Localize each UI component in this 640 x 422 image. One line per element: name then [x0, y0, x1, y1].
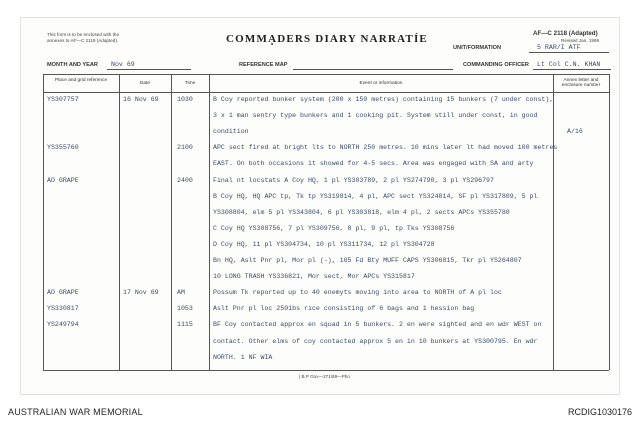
table-row	[21, 160, 621, 171]
unit-label: UNIT/FORMATION	[453, 45, 502, 51]
row-event: NORTH. 1 NF WIA	[213, 353, 273, 361]
row-event: Final nt locstats A Coy HQ, 1 pl YS303789, 2 pl YS274790, 3 pl YS296797	[213, 176, 494, 184]
row-event: APC sect fired at bright lts to NORTH 250 metres. 10 mins later lt had moved 100 metres	[213, 144, 558, 152]
row-place: AO GRAPE	[47, 289, 79, 297]
row-event: Bn HQ, Aslt Pnr pl, Mor pl (-), 105 Fd Bty MUFF CAPS YS306815, Tkr pl YS264807	[213, 257, 522, 264]
table-row	[21, 144, 621, 155]
month-value: Nov 69	[111, 61, 135, 68]
form-revised: Revised Jan, 1969	[561, 38, 600, 43]
co-underline	[533, 69, 611, 70]
archive-footer	[0, 400, 640, 422]
row-time: 1115	[177, 321, 193, 329]
column-header-annex: Annex letter and enclosure number	[561, 78, 601, 89]
table-row	[21, 273, 621, 284]
table-bottom-rule	[43, 370, 609, 371]
table-row	[21, 305, 621, 316]
row-event: YS308804, elm 5 pl YS343804, 6 pl YS303818, elm 4 pl, 2 sects APCs YS355780	[213, 208, 510, 216]
table-row	[21, 112, 621, 123]
commanding-officer-label: COMMANDING OFFICER	[463, 62, 529, 68]
table-header-rule	[43, 92, 609, 93]
table-row	[21, 177, 621, 188]
row-place: AO GRAPE	[47, 176, 79, 184]
row-event: EAST. On both occasions it showed for 4-5 secs. Area was engaged with SA and arty	[213, 160, 534, 168]
table-row	[21, 96, 621, 107]
row-event: Possum Tk reported up to 40 enemyts moving into area to NORTH of A pl loc	[213, 289, 502, 297]
page-title: COMMA̧DERS DIARY NARRATÍE	[226, 33, 428, 45]
column-header-event: Event or information	[359, 81, 403, 86]
unit-underline	[529, 52, 609, 53]
row-time: 2400	[177, 176, 193, 184]
table-row	[21, 354, 621, 365]
column-header-place: Place and grid reference	[54, 78, 108, 83]
row-event: B Coy reported bunker system (200 x 150 metres) containing 15 bunkers (7 under const),	[213, 96, 554, 103]
column-header-time: Time	[184, 81, 196, 86]
table-top-rule	[43, 74, 609, 75]
month-label: MONTH AND YEAR	[47, 62, 98, 68]
archive-reference: RCDIG1030176	[567, 407, 632, 417]
row-event: 3 x 1 man sentry type bunkers and 1 cooking pit. System still under const, in good	[213, 112, 538, 120]
row-time: AM	[177, 289, 185, 297]
row-date: 17 Nov 69	[123, 289, 159, 297]
unit-value: 5 RAR/I ATF	[537, 44, 581, 51]
month-underline	[107, 69, 191, 70]
row-event: condition	[213, 128, 249, 136]
commanding-officer-value: Lt Col C.N. KHAN	[537, 61, 601, 68]
row-event: C Coy HQ YS308756, 7 pl YS309756, 8 pl, 9 pl, tp Tks YS308756	[213, 224, 455, 232]
table-row	[21, 289, 621, 300]
row-event: Aslt Pnr pl loc 2501bs rice consisting of 6 bags and 1 hession bag	[213, 305, 475, 313]
form-note-line2: annexes to AF—C 2119 (Adapted).	[47, 38, 119, 43]
row-place: YS330817	[47, 305, 79, 313]
reference-map-underline	[293, 69, 453, 70]
table-row	[21, 338, 621, 349]
table-row	[21, 128, 621, 139]
row-event: 10 LONG TRASH YS336821, Mor sect, Mor APCs YS315817	[213, 273, 415, 281]
table-row	[21, 321, 621, 332]
table-row	[21, 209, 621, 220]
column-header-date: Date	[139, 81, 151, 86]
archive-name: AUSTRALIAN WAR MEMORIAL	[8, 407, 143, 417]
row-event: contact. Other elms of coy contacted approx 5 en in 10 bunkers at YS300795. En wdr	[213, 337, 538, 345]
row-time: 2100	[177, 144, 193, 152]
row-annex: A/16	[567, 128, 583, 136]
row-event: D Coy HQ, 11 pl YS304734, 10 pl YS311734, 12 pl YS304728	[213, 240, 435, 248]
table-row	[21, 241, 621, 252]
row-time: 1030	[177, 96, 193, 103]
form-note-line1: This form is to be enclosed with the	[47, 32, 120, 37]
row-place: YS307757	[47, 96, 79, 103]
diary-page	[20, 17, 620, 395]
print-reference: | B P Gov—271/69—Pho	[299, 374, 350, 379]
table-row	[21, 225, 621, 236]
row-place: YS249794	[47, 321, 79, 329]
table-row	[21, 257, 621, 268]
row-date: 16 Nov 69	[123, 96, 159, 103]
row-event: BF Coy contacted approx en squad in 5 bunkers. 2 en were sighted and en wdr WEST on	[213, 321, 542, 329]
row-time: 1053	[177, 305, 193, 313]
form-code: AF—C 2118 (Adapted)	[533, 30, 598, 37]
table-row	[21, 193, 621, 204]
reference-map-label: REFERENCE MAP	[239, 62, 288, 68]
row-place: YS355760	[47, 144, 79, 152]
row-event: B Coy HQ, HQ APC tp, Tk tp YS319814, 4 pl, APC sect YS324814, SF pl YS317809, 5 pl	[213, 192, 538, 200]
